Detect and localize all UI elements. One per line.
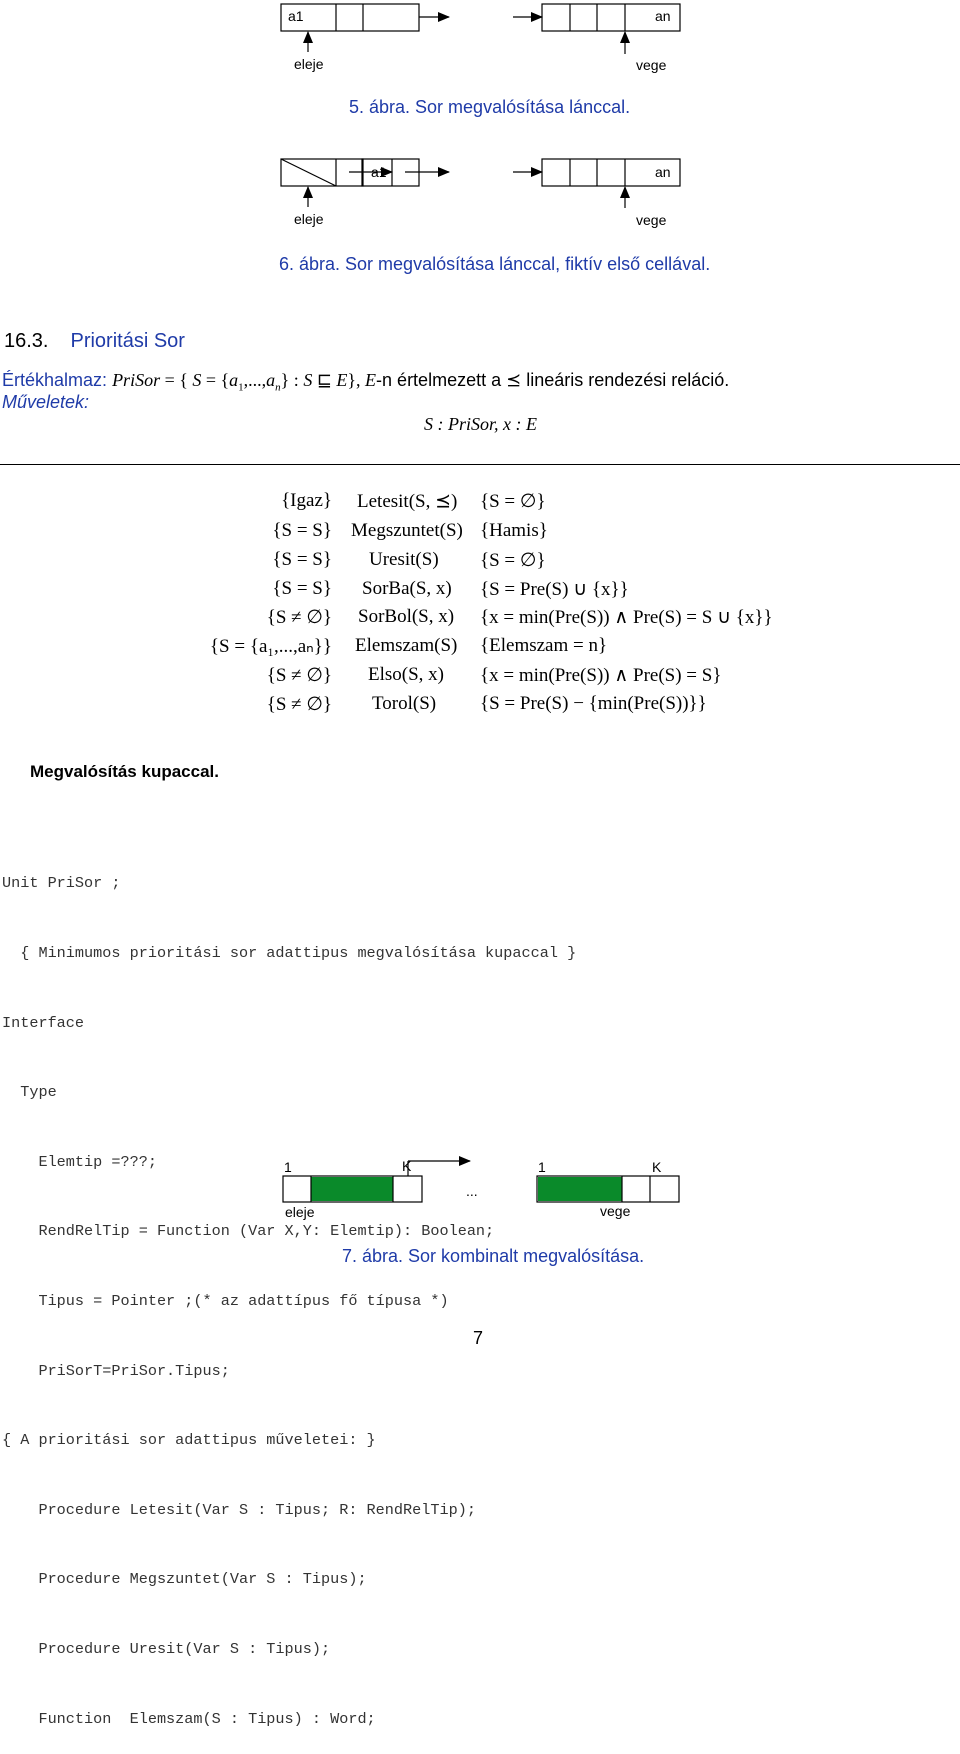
spec-post: {Elemszam = n} <box>480 635 608 656</box>
spec-op: Uresit(S) <box>369 549 439 570</box>
spec-op: SorBol(S, x) <box>358 606 455 627</box>
spec-op: Elemszam(S) <box>355 635 458 656</box>
code-line: Interface <box>2 1013 85 1032</box>
block-1-fill <box>311 1177 393 1201</box>
tail-pointer-label: vege <box>636 57 667 73</box>
block-1-start-label: 1 <box>284 1159 292 1175</box>
figure-5-caption: 5. ábra. Sor megvalósítása lánccal. <box>349 97 631 117</box>
section-title: Prioritási Sor <box>70 330 185 352</box>
code-line: RendRelTip = Function (Var X,Y: Elemtip): Boolean; <box>2 1222 495 1241</box>
spec-pre: {Igaz} <box>281 490 332 511</box>
implementation-title: Megvalósítás kupaccal. <box>30 762 219 781</box>
spec-op: Megszuntet(S) <box>351 520 463 541</box>
spec-post: {Hamis} <box>480 520 548 541</box>
signature: S : PriSor, x : E <box>424 414 537 434</box>
code-line: Procedure Megszuntet(Var S : Tipus); <box>2 1570 367 1589</box>
block-2-end-label: K <box>652 1159 662 1175</box>
node-last-label: an <box>655 164 671 180</box>
head-pointer-label: eleje <box>294 211 324 227</box>
tail-pointer-label: vege <box>636 212 667 228</box>
block-1-end-label: K <box>402 1158 412 1174</box>
spec-op: Letesit(S, ⪯) <box>357 491 458 512</box>
section-number: 16.3. <box>4 330 49 352</box>
code-line: Procedure Letesit(Var S : Tipus; R: RendRelTip); <box>2 1500 476 1519</box>
ellipsis: ... <box>466 1183 478 1199</box>
value-set-definition: Értékhalmaz: PriSor = { $S = \{a_1,...,a_n\}$ : S ⊑ E}, E-n értelmezett a ⪯ lineáris rendezési reláció. <box>2 370 730 394</box>
block-2-fill <box>538 1177 622 1201</box>
spec-op: Elso(S, x) <box>368 664 444 685</box>
tail-pointer-label: vege <box>600 1203 631 1219</box>
spec-pre: {S = S} <box>272 578 332 599</box>
spec-pre: {S ≠ ∅} <box>266 694 332 715</box>
code-line: Tipus = Pointer ;(* az adattípus fő típusa *) <box>2 1291 449 1310</box>
node-first-label: a1 <box>371 164 387 180</box>
node-last-label: an <box>655 8 671 24</box>
code-line: Type <box>2 1083 57 1102</box>
spec-pre: {S ≠ ∅} <box>266 665 332 686</box>
code-line: Function Elemszam(S : Tipus) : Word; <box>2 1709 376 1728</box>
spec-pre: {S = {a₁,...,aₙ}} <box>209 636 332 657</box>
code-line: Procedure Uresit(Var S : Tipus); <box>2 1639 331 1658</box>
spec-post: {S = Pre(S) ∪ {x}} <box>480 579 629 600</box>
node-first-label: a1 <box>288 8 304 24</box>
spec-post: {S = ∅} <box>480 550 546 571</box>
spec-pre: {S = S} <box>272 520 332 541</box>
spec-post: {S = Pre(S) − {min(Pre(S))}} <box>480 693 707 714</box>
figure-6-caption: 6. ábra. Sor megvalósítása lánccal, fiktív első cellával. <box>279 254 711 274</box>
spec-pre: {S = S} <box>272 549 332 570</box>
spec-pre: {S ≠ ∅} <box>266 607 332 628</box>
spec-post: {x = min(Pre(S)) ∧ Pre(S) = S ∪ {x}} <box>480 607 773 628</box>
page-number: 7 <box>473 1328 484 1348</box>
head-pointer-label: eleje <box>285 1204 315 1220</box>
spec-op: Torol(S) <box>372 693 437 714</box>
head-pointer-label: eleje <box>294 56 324 72</box>
code-line: Elemtip =???; <box>2 1152 157 1171</box>
code-line: Unit PriSor ; <box>2 874 121 893</box>
block-2-start-label: 1 <box>538 1159 546 1175</box>
code-line: { Minimumos prioritási sor adattipus megvalósítása kupaccal } <box>2 944 577 962</box>
figure-7-caption: 7. ábra. Sor kombinalt megvalósítása. <box>342 1246 645 1266</box>
spec-post: {x = min(Pre(S)) ∧ Pre(S) = S} <box>480 665 722 686</box>
code-line: PriSorT=PriSor.Tipus; <box>2 1361 230 1380</box>
spec-op: SorBa(S, x) <box>362 578 452 599</box>
spec-post: {S = ∅} <box>480 491 546 512</box>
operations-label: Műveletek: <box>2 392 90 412</box>
code-line: { A prioritási sor adattipus műveletei: } <box>2 1431 376 1450</box>
